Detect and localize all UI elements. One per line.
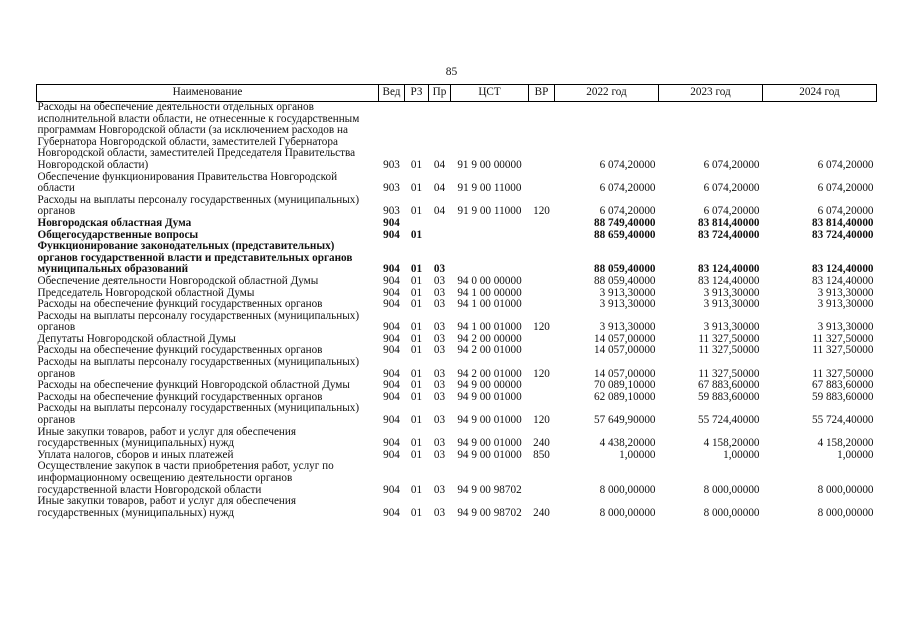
cell-name: Иные закупки товаров, работ и услуг для обеспечения государственных (муниципальных) нужд — [37, 495, 297, 519]
table-row — [37, 299, 877, 311]
cell-vr — [529, 288, 555, 300]
cell-2024: 6 074,20000 — [817, 158, 874, 171]
cell-2023: 3 913,30000 — [703, 321, 760, 334]
cell-ved: 904 — [383, 298, 400, 311]
cell-2022: 88 059,40000 — [593, 263, 656, 276]
cell-ved: 904 — [383, 379, 400, 392]
cell-vr — [529, 241, 555, 276]
cell-name: Расходы на обеспечение функций государственных органов — [37, 298, 323, 311]
cell-2023: 83 724,40000 — [697, 228, 760, 241]
cell-rz: 01 — [410, 321, 423, 334]
cell-vr — [529, 345, 555, 357]
cell-cst: 94 1 00 00000 — [457, 286, 522, 299]
cell-ved: 904 — [383, 390, 400, 403]
cell-2024: 6 074,20000 — [817, 205, 874, 218]
cell-name: Расходы на обеспечение функций Новгородской областной Думы — [37, 379, 350, 392]
cell-name: Расходы на выплаты персоналу государственных (муниципальных) органов — [37, 402, 360, 427]
cell-2024: 11 327,50000 — [812, 332, 874, 345]
cell-2023: 11 327,50000 — [698, 367, 760, 380]
cell-pr: 03 — [433, 344, 446, 357]
cell-vr — [529, 461, 555, 496]
header-name: Наименование — [37, 85, 379, 102]
table-row — [37, 427, 877, 450]
cell-name: Уплата налогов, сборов и иных платежей — [37, 448, 234, 461]
table-row — [37, 403, 877, 426]
cell-name: Председатель Новгородской областной Думы — [37, 286, 255, 299]
cell-cst: 94 1 00 01000 — [457, 321, 522, 334]
cell-2024: 8 000,00000 — [817, 483, 874, 496]
cell-rz: 01 — [410, 263, 423, 276]
cell-vr — [529, 218, 555, 230]
table-header-row — [37, 85, 877, 102]
cell-pr: 03 — [433, 448, 446, 461]
cell-cst: 91 9 00 00000 — [457, 158, 522, 171]
cell-2024: 83 124,40000 — [811, 274, 874, 287]
cell-name: Депутаты Новгородской областной Думы — [37, 332, 236, 345]
cell-rz — [405, 218, 429, 230]
cell-cst: 94 9 00 98702 — [457, 506, 522, 519]
cell-cst: 91 9 00 11000 — [457, 182, 522, 195]
cell-name: Расходы на выплаты персоналу государственных (муниципальных) органов — [37, 309, 360, 334]
header-2024: 2024 год — [763, 85, 877, 102]
cell-2022: 88 749,40000 — [593, 216, 656, 229]
cell-name: Обеспечение деятельности Новгородской областной Думы — [37, 274, 319, 287]
cell-pr: 03 — [433, 437, 446, 450]
cell-2022: 6 074,20000 — [599, 205, 656, 218]
cell-vr: 120 — [533, 367, 550, 380]
cell-rz: 01 — [410, 483, 423, 496]
cell-rz: 01 — [410, 332, 423, 345]
cell-2023: 6 074,20000 — [703, 205, 760, 218]
header-2022: 2022 год — [555, 85, 659, 102]
cell-pr: 03 — [433, 414, 446, 427]
cell-rz: 01 — [410, 390, 423, 403]
cell-pr: 03 — [433, 298, 446, 311]
cell-2022: 3 913,30000 — [599, 298, 656, 311]
cell-rz: 01 — [410, 379, 423, 392]
cell-2022: 6 074,20000 — [599, 158, 656, 171]
cell-2024: 11 327,50000 — [812, 344, 874, 357]
cell-cst: 94 9 00 00000 — [457, 379, 522, 392]
cell-cst: 94 9 00 01000 — [457, 390, 522, 403]
cell-pr: 03 — [433, 390, 446, 403]
cell-rz: 01 — [410, 437, 423, 450]
cell-name: Общегосударственные вопросы — [37, 228, 199, 241]
cell-cst: 94 2 00 01000 — [457, 344, 522, 357]
cell-vr — [529, 334, 555, 346]
cell-2022: 14 057,00000 — [593, 332, 656, 345]
cell-vr — [529, 299, 555, 311]
cell-2022: 88 659,40000 — [593, 228, 656, 241]
cell-cst: 94 9 00 98702 — [457, 483, 522, 496]
header-cst: ЦСТ — [451, 85, 529, 102]
cell-ved: 904 — [383, 367, 400, 380]
table-body — [37, 102, 877, 520]
cell-ved: 904 — [383, 332, 400, 345]
cell-2023: 55 724,40000 — [697, 414, 760, 427]
cell-2024: 11 327,50000 — [812, 367, 874, 380]
cell-2023: 83 124,40000 — [697, 263, 760, 276]
cell-2024: 8 000,00000 — [817, 506, 874, 519]
cell-cst — [451, 230, 529, 242]
table-row — [37, 172, 877, 195]
cell-ved: 904 — [383, 286, 400, 299]
cell-rz: 01 — [410, 228, 423, 241]
cell-2022: 8 000,00000 — [599, 483, 656, 496]
cell-ved: 904 — [383, 216, 400, 229]
table-row — [37, 496, 877, 519]
cell-name: Осуществление закупок в части приобретения работ, услуг по информационному освещению деятельности органов государственной власти Новгородской области — [37, 460, 334, 496]
cell-rz: 01 — [410, 414, 423, 427]
cell-2023: 83 124,40000 — [697, 274, 760, 287]
cell-pr — [429, 230, 451, 242]
cell-vr — [529, 392, 555, 404]
table-row — [37, 357, 877, 380]
cell-name: Функционирование законодательных (представительных) органов государственной власти и представительных органов муниципальных образований — [37, 240, 353, 276]
cell-2023: 3 913,30000 — [703, 286, 760, 299]
cell-pr: 04 — [433, 182, 446, 195]
cell-2023: 11 327,50000 — [698, 332, 760, 345]
cell-rz: 01 — [410, 298, 423, 311]
cell-2023: 6 074,20000 — [703, 158, 760, 171]
cell-rz: 01 — [410, 274, 423, 287]
cell-2024: 4 158,20000 — [817, 437, 874, 450]
cell-2023: 83 814,40000 — [697, 216, 760, 229]
header-rz: РЗ — [405, 85, 429, 102]
cell-ved: 904 — [383, 506, 400, 519]
cell-2023: 11 327,50000 — [698, 344, 760, 357]
cell-ved: 904 — [383, 263, 400, 276]
cell-cst: 94 2 00 00000 — [457, 332, 522, 345]
cell-2022: 8 000,00000 — [599, 506, 656, 519]
table-row — [37, 461, 877, 496]
cell-ved: 904 — [383, 483, 400, 496]
cell-cst: 94 0 00 00000 — [457, 274, 522, 287]
cell-pr — [429, 218, 451, 230]
table-row — [37, 311, 877, 334]
cell-vr: 120 — [533, 205, 550, 218]
cell-2024: 6 074,20000 — [817, 182, 874, 195]
cell-2024: 59 883,60000 — [811, 390, 874, 403]
cell-pr: 03 — [433, 321, 446, 334]
header-2023: 2023 год — [659, 85, 763, 102]
cell-2022: 70 089,10000 — [593, 379, 656, 392]
cell-pr: 04 — [433, 158, 446, 171]
cell-vr: 120 — [533, 321, 550, 334]
budget-table — [36, 84, 877, 519]
cell-name: Иные закупки товаров, работ и услуг для обеспечения государственных (муниципальных) нужд — [37, 425, 297, 450]
cell-name: Расходы на обеспечение функций государственных органов — [37, 344, 323, 357]
cell-vr — [529, 380, 555, 392]
table-row — [37, 195, 877, 218]
cell-vr — [529, 172, 555, 195]
cell-2023: 67 883,60000 — [697, 379, 760, 392]
cell-2022: 6 074,20000 — [599, 182, 656, 195]
cell-vr: 850 — [533, 448, 550, 461]
cell-2024: 1,00000 — [837, 448, 874, 461]
cell-rz: 01 — [410, 205, 423, 218]
cell-2022: 1,00000 — [619, 448, 656, 461]
cell-ved: 904 — [383, 437, 400, 450]
cell-pr: 03 — [433, 379, 446, 392]
cell-pr: 03 — [433, 286, 446, 299]
cell-2022: 4 438,20000 — [599, 437, 656, 450]
cell-vr — [529, 276, 555, 288]
cell-2022: 14 057,00000 — [593, 367, 656, 380]
cell-2023: 6 074,20000 — [703, 182, 760, 195]
cell-name: Новгородская областная Дума — [37, 216, 192, 229]
cell-rz: 01 — [410, 182, 423, 195]
table-row — [37, 241, 877, 276]
table-row — [37, 218, 877, 230]
cell-cst: 94 1 00 01000 — [457, 298, 522, 311]
cell-ved: 903 — [383, 182, 400, 195]
cell-2024: 83 814,40000 — [811, 216, 874, 229]
cell-cst: 94 2 00 01000 — [457, 367, 522, 380]
cell-cst: 94 9 00 01000 — [457, 448, 522, 461]
cell-cst — [451, 241, 529, 276]
cell-pr: 03 — [433, 483, 446, 496]
cell-ved: 904 — [383, 228, 400, 241]
cell-2023: 1,00000 — [723, 448, 760, 461]
cell-2023: 4 158,20000 — [703, 437, 760, 450]
cell-rz: 01 — [410, 158, 423, 171]
cell-2024: 3 913,30000 — [817, 321, 874, 334]
cell-name: Обеспечение функционирования Правительства Новгородской области — [37, 170, 338, 195]
cell-vr — [529, 230, 555, 242]
cell-rz: 01 — [410, 286, 423, 299]
cell-2022: 3 913,30000 — [599, 286, 656, 299]
header-vr: ВР — [529, 85, 555, 102]
cell-2023: 8 000,00000 — [703, 506, 760, 519]
cell-ved: 904 — [383, 344, 400, 357]
cell-2023: 59 883,60000 — [697, 390, 760, 403]
cell-2022: 88 059,40000 — [593, 274, 656, 287]
cell-cst: 91 9 00 11000 — [457, 205, 522, 218]
cell-rz: 01 — [410, 506, 423, 519]
cell-2022: 14 057,00000 — [593, 344, 656, 357]
cell-vr — [529, 102, 555, 172]
page-number: 85 — [445, 66, 458, 78]
cell-pr: 03 — [433, 274, 446, 287]
cell-rz: 01 — [410, 448, 423, 461]
cell-name: Расходы на выплаты персоналу государственных (муниципальных) органов — [37, 356, 360, 380]
header-ved: Вед — [379, 85, 405, 102]
cell-2022: 3 913,30000 — [599, 321, 656, 334]
cell-2023: 8 000,00000 — [703, 483, 760, 496]
cell-2022: 57 649,90000 — [593, 414, 656, 427]
cell-pr: 03 — [433, 367, 446, 380]
cell-rz: 01 — [410, 344, 423, 357]
cell-name: Расходы на обеспечение деятельности отдельных органов исполнительной власти области, не отнесенные к государственным программам Новгородской области (за исключением расходов на Губернатора Новгородской области, заместителей Губернатора Новгородской области, заместителей Председателя Правительства Новгородской области) — [37, 101, 360, 171]
cell-name: Расходы на выплаты персоналу государственных (муниципальных) органов — [37, 193, 360, 218]
cell-2024: 3 913,30000 — [817, 286, 874, 299]
cell-cst — [451, 218, 529, 230]
cell-ved: 904 — [383, 321, 400, 334]
table-row — [37, 276, 877, 288]
cell-2024: 67 883,60000 — [811, 379, 874, 392]
cell-2024: 55 724,40000 — [811, 414, 874, 427]
cell-ved: 904 — [383, 274, 400, 287]
cell-cst: 94 9 00 01000 — [457, 437, 522, 450]
cell-vr: 240 — [533, 437, 550, 450]
cell-2024: 3 913,30000 — [817, 298, 874, 311]
cell-ved: 904 — [383, 414, 400, 427]
cell-pr: 03 — [433, 263, 446, 276]
cell-vr: 120 — [533, 414, 550, 427]
cell-name: Расходы на обеспечение функций государственных органов — [37, 390, 323, 403]
cell-2024: 83 124,40000 — [811, 263, 874, 276]
cell-2022: 62 089,10000 — [593, 390, 656, 403]
cell-ved: 903 — [383, 205, 400, 218]
cell-ved: 904 — [383, 448, 400, 461]
cell-vr: 240 — [533, 506, 550, 519]
cell-2024: 83 724,40000 — [811, 228, 874, 241]
cell-pr: 03 — [433, 332, 446, 345]
cell-pr: 04 — [433, 205, 446, 218]
table-row — [37, 102, 877, 172]
cell-pr: 03 — [433, 506, 446, 519]
cell-rz: 01 — [410, 367, 423, 380]
header-pr: Пр — [429, 85, 451, 102]
cell-ved: 903 — [383, 158, 400, 171]
cell-cst: 94 9 00 01000 — [457, 414, 522, 427]
cell-2023: 3 913,30000 — [703, 298, 760, 311]
